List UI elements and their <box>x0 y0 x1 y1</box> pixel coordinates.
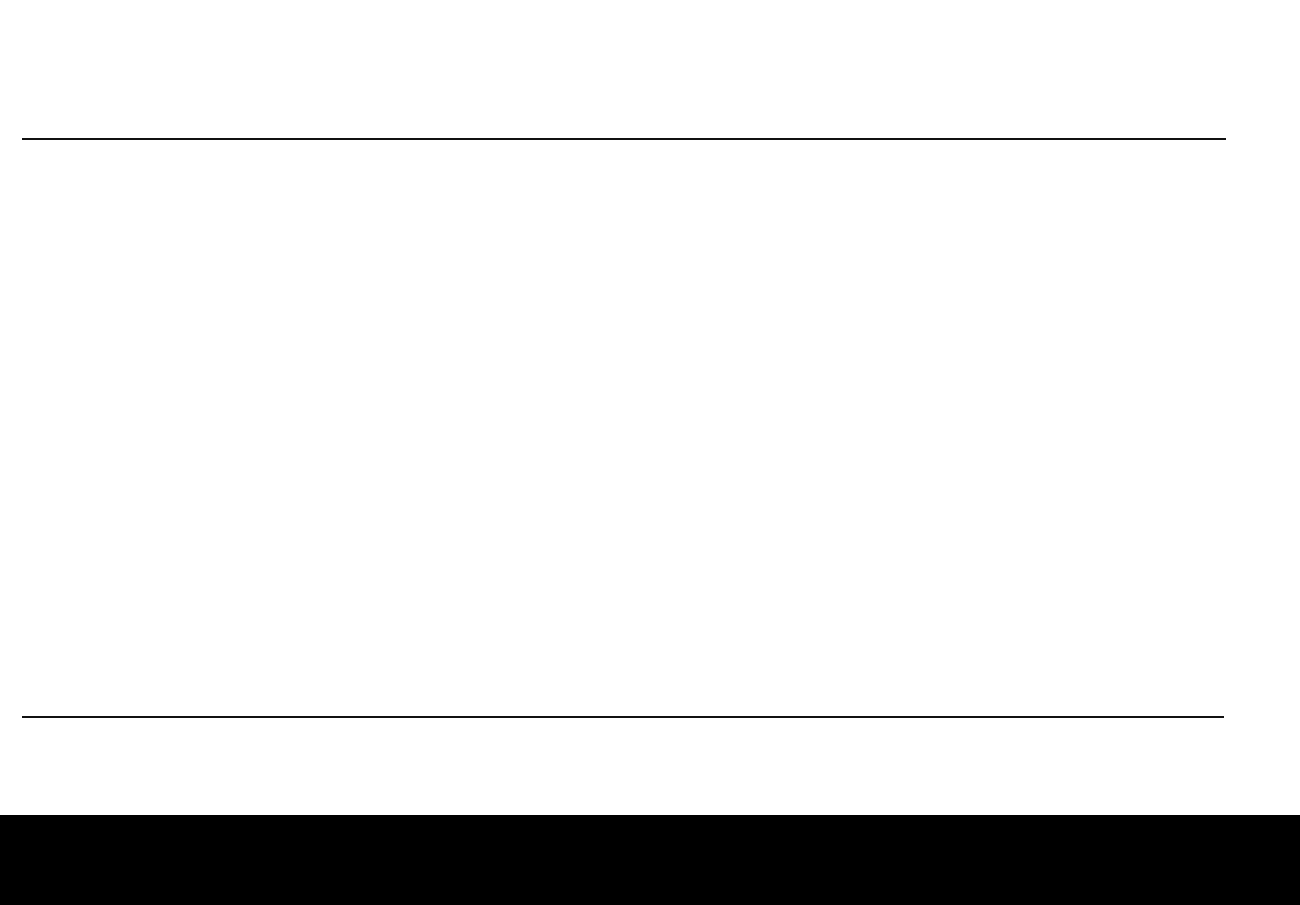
watermark-bar <box>0 815 1300 905</box>
top-rule <box>22 138 1226 140</box>
running-head-vertical <box>1257 241 1279 581</box>
bottom-rule <box>22 716 1224 718</box>
